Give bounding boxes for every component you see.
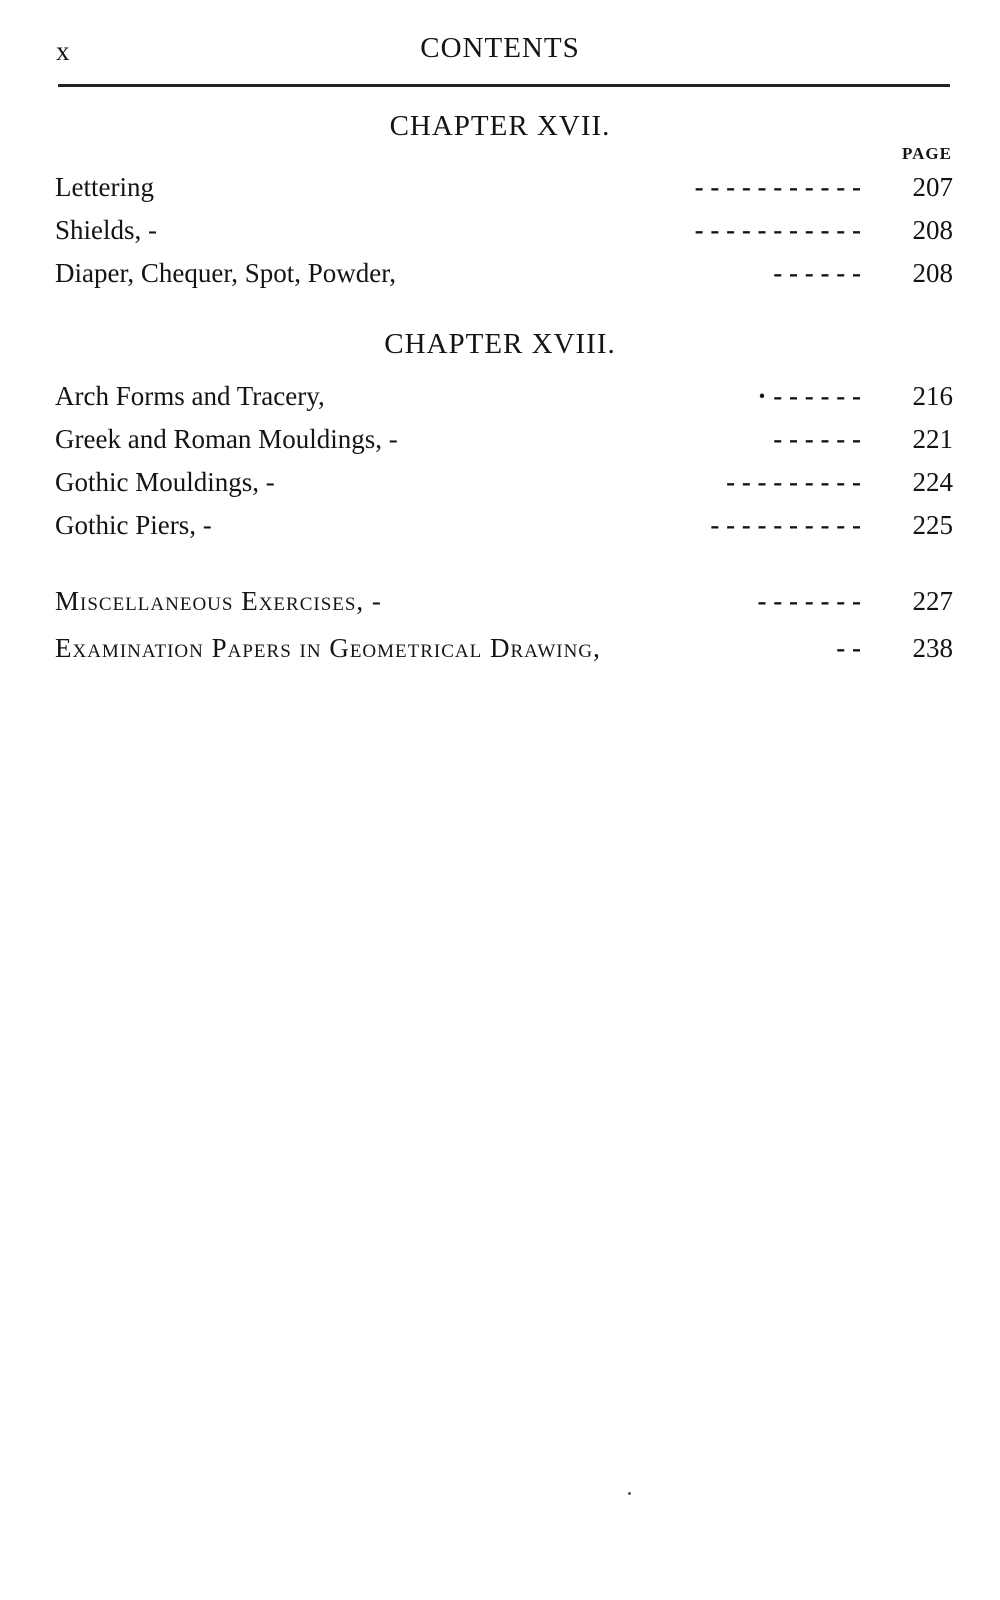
dot-leader: - - - - - - - - - - -	[694, 172, 861, 202]
toc-entry[interactable]	[55, 172, 953, 212]
toc-entry[interactable]	[55, 510, 953, 550]
running-head: CONTENTS	[420, 32, 580, 64]
page-column-label: PAGE	[902, 144, 952, 163]
toc-entry[interactable]	[55, 258, 953, 298]
entry-title: Miscellaneous Exercises, -	[55, 586, 382, 616]
entry-page: 227	[912, 586, 953, 616]
toc-entry[interactable]	[55, 215, 953, 255]
entry-page: 207	[912, 172, 953, 202]
toc-entry[interactable]	[55, 467, 953, 507]
toc-entry[interactable]	[55, 633, 953, 673]
entry-page: 216	[912, 381, 953, 411]
header-rule	[58, 84, 950, 87]
entry-title: Examination Papers in Geometrical Drawing,	[55, 633, 601, 663]
toc-entry[interactable]	[55, 424, 953, 464]
toc-entry[interactable]	[55, 586, 953, 626]
chapter-heading: CHAPTER XVIII.	[384, 328, 616, 360]
page-number: x	[56, 36, 70, 66]
entry-title: Shields, -	[55, 215, 158, 245]
dot-leader: · - - - - - -	[757, 381, 861, 411]
entry-page: 208	[912, 258, 953, 288]
dot-leader: - - - - - -	[773, 258, 861, 288]
dot-leader: - - - - - - - - - - -	[694, 215, 861, 245]
entry-title: Arch Forms and Tracery,	[55, 381, 325, 411]
chapter-heading: CHAPTER XVII.	[389, 110, 611, 142]
entry-page: 208	[912, 215, 953, 245]
dot-leader: - - - - - - -	[757, 586, 861, 616]
entry-page: 224	[912, 467, 953, 497]
toc-entry[interactable]	[55, 381, 953, 421]
entry-page: 238	[912, 633, 953, 663]
dot-leader: - - - - - - - - -	[726, 467, 861, 497]
stray-mark	[628, 1492, 631, 1495]
dot-leader: - - - - - -	[773, 424, 861, 454]
dot-leader: - -	[836, 633, 861, 663]
entry-title: Gothic Mouldings, -	[55, 467, 275, 497]
entry-title: Greek and Roman Mouldings, -	[55, 424, 398, 454]
entry-page: 225	[912, 510, 953, 540]
entry-title: Lettering	[55, 172, 154, 202]
entry-title: Gothic Piers, -	[55, 510, 212, 540]
entry-page: 221	[912, 424, 953, 454]
entry-title: Diaper, Chequer, Spot, Powder,	[55, 258, 396, 288]
dot-leader: - - - - - - - - - -	[710, 510, 861, 540]
